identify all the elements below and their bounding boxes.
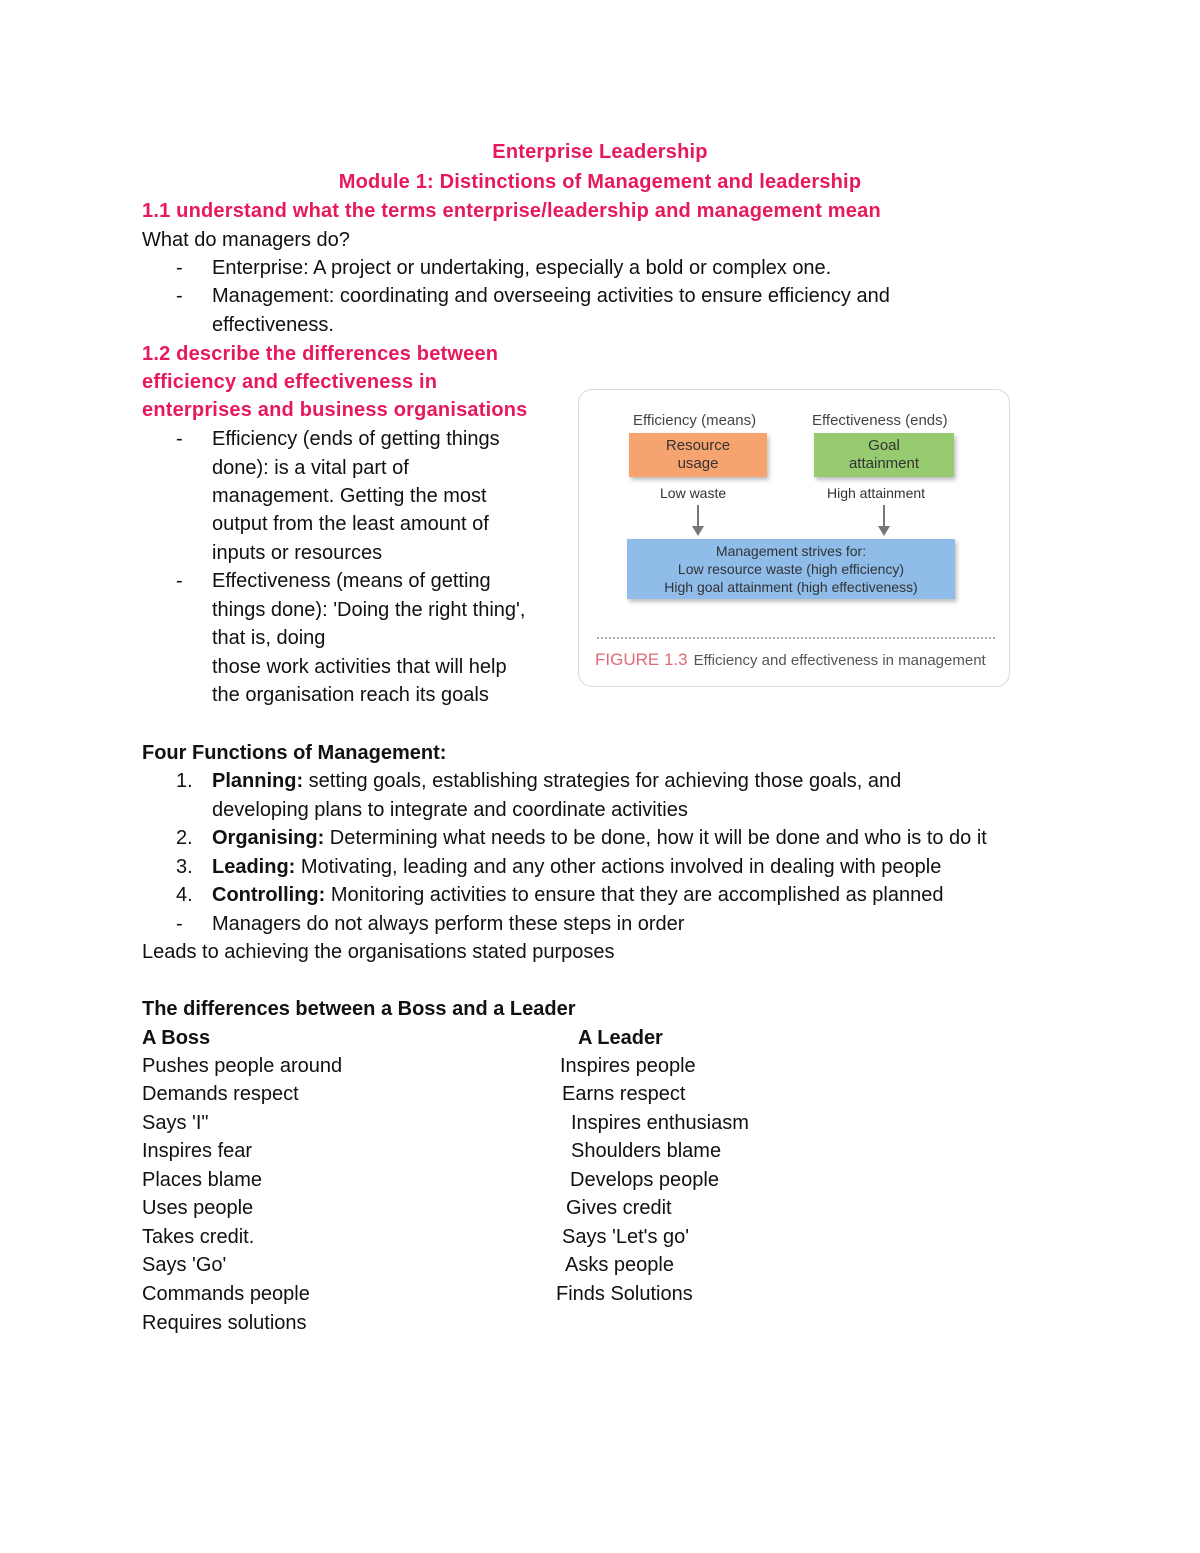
effectiveness-line: things done): 'Doing the right thing',	[212, 599, 526, 621]
document-title: Enterprise Leadership	[492, 141, 708, 163]
strives-line: Low resource waste (high efficiency)	[677, 561, 905, 577]
effectiveness-line: that is, doing	[212, 627, 326, 649]
strives-line: High goal attainment (high effectiveness)	[664, 579, 918, 595]
effectiveness-ends-label: Effectiveness (ends)	[812, 412, 948, 429]
figure-number: FIGURE 1.3	[595, 650, 688, 669]
efficiency-line: done): is a vital part of	[212, 457, 409, 479]
function-text: Determining what needs to be done, how it will be done and who is to do it	[324, 827, 987, 849]
leader-trait: Asks people	[565, 1254, 674, 1276]
efficiency-line: inputs or resources	[212, 542, 383, 564]
efficiency-line: management. Getting the most	[212, 485, 487, 507]
leader-trait: Develops people	[570, 1169, 719, 1191]
effectiveness-line: Effectiveness (means of getting	[212, 570, 491, 592]
module-title: Module 1: Distinctions of Management and leadership	[338, 171, 862, 193]
list-number: 3.	[176, 856, 193, 878]
boss-trait: Says 'Go'	[142, 1254, 227, 1276]
boss-trait: Requires solutions	[142, 1312, 307, 1334]
boss-trait: Pushes people around	[142, 1055, 343, 1077]
figure-divider	[597, 637, 995, 639]
leader-trait: Earns respect	[562, 1083, 686, 1105]
efficiency-means-label: Efficiency (means)	[633, 412, 757, 429]
bullet-dash: -	[176, 285, 183, 307]
arrow-down-icon	[878, 526, 890, 536]
function-term: Planning:	[212, 770, 304, 792]
goal-attainment-box	[814, 433, 954, 477]
function-item	[212, 881, 943, 909]
arrow-down-icon	[692, 526, 704, 536]
function-term: Organising:	[212, 827, 325, 849]
leader-trait: Gives credit	[566, 1197, 672, 1219]
function-item	[212, 853, 941, 881]
leader-trait: Inspires people	[560, 1055, 696, 1077]
strives-line: Management strives for:	[715, 543, 867, 559]
boss-trait: Demands respect	[142, 1083, 299, 1105]
functions-heading: Four Functions of Management:	[142, 742, 447, 764]
enterprise-definition: Enterprise: A project or undertaking, especially a bold or complex one.	[212, 257, 832, 279]
boss-trait: Says 'I"	[142, 1112, 209, 1134]
function-term: Controlling:	[212, 884, 326, 906]
boss-trait: Places blame	[142, 1169, 263, 1191]
management-definition-cont: effectiveness.	[212, 314, 334, 336]
leader-trait: Inspires enthusiasm	[571, 1112, 749, 1134]
figure-caption	[595, 650, 986, 670]
efficiency-effectiveness-figure	[578, 389, 1010, 687]
list-number: 2.	[176, 827, 193, 849]
function-item	[212, 824, 987, 852]
arrow-shaft	[883, 505, 885, 527]
resource-usage-line: Resource	[665, 437, 731, 454]
bullet-dash: -	[176, 913, 183, 935]
function-item	[212, 767, 901, 795]
function-text: Monitoring activities to ensure that they are accomplished as planned	[325, 884, 944, 906]
management-strives-box	[627, 539, 955, 599]
list-number: 1.	[176, 770, 193, 792]
bullet-dash: -	[176, 428, 183, 450]
resource-usage-line: usage	[677, 455, 719, 472]
effectiveness-line: the organisation reach its goals	[212, 684, 489, 706]
efficiency-line: Efficiency (ends of getting things	[212, 428, 500, 450]
resource-usage-box	[629, 433, 767, 477]
function-term: Leading:	[212, 856, 296, 878]
section-1-2-heading-line2: efficiency and effectiveness in	[142, 371, 438, 393]
leader-column-header: A Leader	[578, 1027, 663, 1049]
boss-column-header: A Boss	[142, 1027, 211, 1049]
bullet-dash: -	[176, 257, 183, 279]
section-1-2-heading-line1: 1.2 describe the differences between	[142, 343, 499, 365]
managers-question: What do managers do?	[142, 229, 350, 251]
leader-trait: Says 'Let's go'	[562, 1226, 690, 1248]
goal-attainment-line: Goal	[868, 437, 900, 454]
management-definition: Management: coordinating and overseeing activities to ensure efficiency and	[212, 285, 890, 307]
functions-leads: Leads to achieving the organisations stated purposes	[142, 941, 615, 963]
boss-leader-heading: The differences between a Boss and a Leader	[142, 998, 576, 1020]
function-text: Motivating, leading and any other actions involved in dealing with people	[295, 856, 942, 878]
section-1-2-heading-line3: enterprises and business organisations	[142, 399, 528, 421]
function-text: setting goals, establishing strategies for achieving those goals, and	[303, 770, 902, 792]
boss-trait: Uses people	[142, 1197, 254, 1219]
figure-caption-text: Efficiency and effectiveness in management	[693, 652, 986, 669]
effectiveness-line: those work activities that will help	[212, 656, 507, 678]
section-1-1-heading: 1.1 understand what the terms enterprise/leadership and management mean	[142, 200, 881, 222]
list-number: 4.	[176, 884, 193, 906]
bullet-dash: -	[176, 570, 183, 592]
goal-attainment-line: attainment	[848, 455, 920, 472]
efficiency-line: output from the least amount of	[212, 513, 489, 535]
functions-note: Managers do not always perform these steps in order	[212, 913, 685, 935]
high-attainment-label: High attainment	[827, 485, 926, 501]
boss-trait: Inspires fear	[142, 1140, 253, 1162]
leader-trait: Shoulders blame	[571, 1140, 722, 1162]
low-waste-label: Low waste	[660, 485, 727, 501]
boss-trait: Commands people	[142, 1283, 310, 1305]
leader-trait: Finds Solutions	[556, 1283, 693, 1305]
arrow-shaft	[697, 505, 699, 527]
boss-trait: Takes credit.	[142, 1226, 255, 1248]
function-item-cont: developing plans to integrate and coordinate activities	[212, 799, 688, 821]
